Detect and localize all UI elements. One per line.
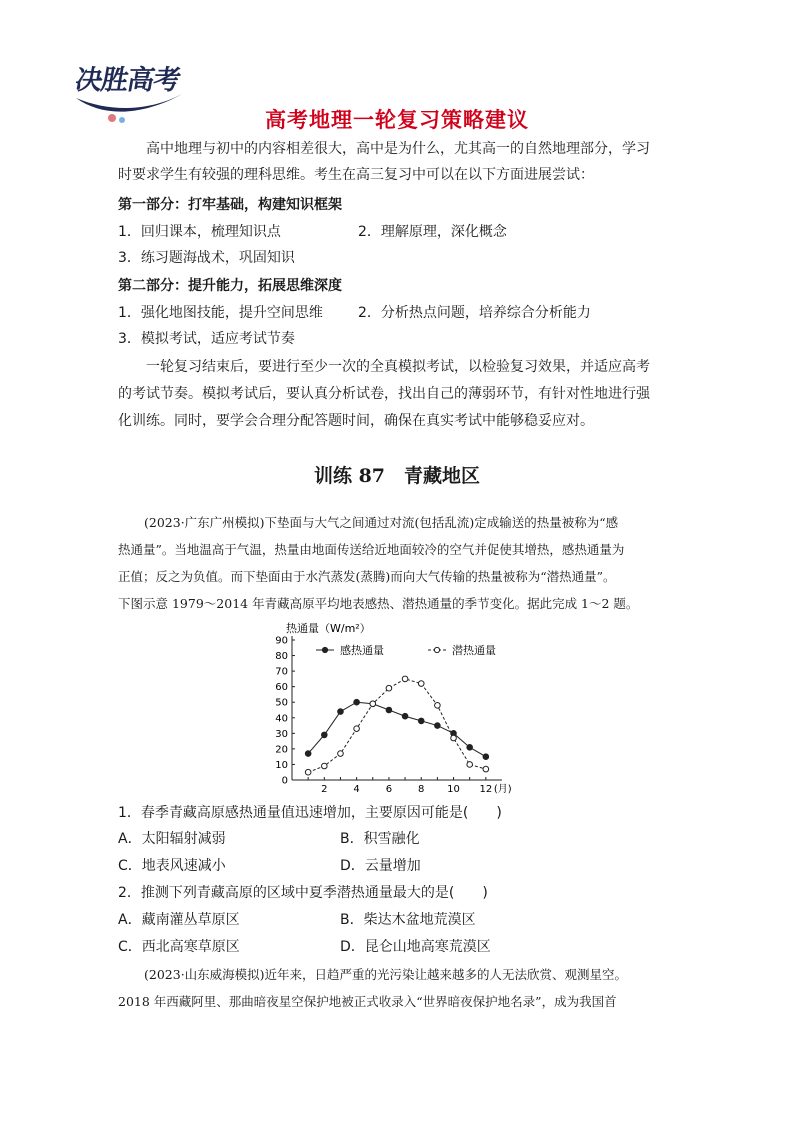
passage2-line-1: (2023·山东威海模拟)近年来，日趋严重的光污染让越来越多的人无法欣赏、观测星空。 xyxy=(144,967,628,982)
page-title: 高考地理一轮复习策略建议 xyxy=(265,108,529,132)
x-tick-label: 4 xyxy=(353,784,360,795)
passage1-line-3: 正值；反之为负值。而下垫面由于水汽蒸发(蒸腾)而向大气传输的热量被称为“潜热通量”。 xyxy=(118,569,616,584)
y-tick-label: 50 xyxy=(275,697,288,709)
q2-row2 xyxy=(118,934,688,960)
intro-line-2: 时要求学生有较强的理科思维。考生在高三复习中可以在以下方面进展尝试： xyxy=(118,167,594,183)
y-tick-label: 30 xyxy=(275,728,288,740)
legend-marker xyxy=(322,647,327,652)
y-tick-label: 60 xyxy=(275,682,288,694)
series-1-point xyxy=(354,699,360,705)
y-tick-label: 40 xyxy=(275,713,288,725)
heat-flux-chart xyxy=(262,620,522,795)
series-1-point xyxy=(483,754,489,760)
intro-line-1: 高中地理与初中的内容相差很大，高中是为什么，尤其高一的自然地理部分，学习 xyxy=(146,141,650,157)
part1-row1 xyxy=(118,219,688,245)
series-1-point xyxy=(418,718,424,724)
y-tick-label: 90 xyxy=(275,635,288,647)
part1-item-3: 3．练习题海战术，巩固知识 xyxy=(118,250,295,266)
part2-heading: 第二部分：提升能力，拓展思维深度 xyxy=(118,278,342,294)
section-title: 训练 87 青藏地区 xyxy=(313,465,481,487)
series-2-point xyxy=(418,681,424,687)
part1-item-1: 1．回归课本，梳理知识点 xyxy=(118,224,281,240)
q2-row1 xyxy=(118,907,688,933)
q1-stem: 1．春季青藏高原感热通量值迅速增加，主要原因可能是( ) xyxy=(118,805,502,821)
part2-item-3: 3．模拟考试，适应考试节奏 xyxy=(118,331,295,347)
q1-row2 xyxy=(118,853,688,879)
passage1-line-2: 热通量”。当地温高于气温，热量由地面传送给近地面较冷的空气并促使其增热，感热通量为 xyxy=(118,542,625,557)
legend-marker xyxy=(434,647,439,652)
x-tick-label: 2 xyxy=(321,784,328,795)
x-tick-label: 10 xyxy=(447,784,460,795)
passage2-line-2: 2018 年西藏阿里、那曲暗夜星空保护地被正式收录入“世界暗夜保护地名录”，成为我国首 xyxy=(118,994,617,1009)
series-1-point xyxy=(305,751,311,757)
legend-label: 感热通量 xyxy=(340,644,384,657)
series-1-point xyxy=(402,713,408,719)
x-tick-label: 8 xyxy=(418,784,425,795)
q2-option-d: D．昆仑山地高寒荒漠区 xyxy=(340,939,491,955)
series-2-point xyxy=(451,735,457,741)
conclusion-line-2: 的考试节奏。模拟考试后，要认真分析试卷，找出自己的薄弱环节，有针对性地进行强 xyxy=(118,386,650,402)
series-1-point xyxy=(467,745,473,751)
y-tick-label: 10 xyxy=(275,759,288,771)
series-2-point xyxy=(402,676,408,682)
q2-stem: 2．推测下列青藏高原的区域中夏季潜热通量最大的是( ) xyxy=(118,885,488,901)
series-1-point xyxy=(435,723,441,729)
series-2-point xyxy=(386,685,392,691)
series-line-2 xyxy=(308,679,486,772)
conclusion-line-3: 化训练。同时，要学会合理分配答题时间，确保在真实考试中能够稳妥应对。 xyxy=(118,413,594,429)
series-2-point xyxy=(305,769,311,775)
part1-item-2: 2．理解原理，深化概念 xyxy=(358,224,507,240)
chart-ylabel: 热通量（W/m²） xyxy=(286,622,371,635)
part1-heading: 第一部分：打牢基础，构建知识框架 xyxy=(118,197,342,213)
chart-xlabel: (月) xyxy=(493,784,512,795)
chart-legend xyxy=(316,643,496,657)
series-1-point xyxy=(322,732,328,738)
series-line-1 xyxy=(308,702,486,756)
series-2-point xyxy=(354,726,360,732)
q1-option-b: B．积雪融化 xyxy=(340,831,420,847)
q1-option-a: A．太阳辐射减弱 xyxy=(118,831,226,847)
series-2-point xyxy=(483,766,489,772)
series-2-point xyxy=(338,751,344,757)
x-tick-label: 12 xyxy=(479,784,493,795)
series-1-point xyxy=(386,707,392,713)
part2-item-2: 2．分析热点问题，培养综合分析能力 xyxy=(358,305,591,321)
q1-option-d: D．云量增加 xyxy=(340,858,421,874)
passage1-line-1: (2023·广东广州模拟)下垫面与大气之间通过对流(包括乱流)定成输送的热量被称为“感 xyxy=(144,515,619,530)
legend-label: 潜热通量 xyxy=(452,644,496,657)
q2-option-c: C．西北高寒草原区 xyxy=(118,939,240,955)
part2-row1 xyxy=(118,300,688,326)
conclusion-line-1: 一轮复习结束后，要进行至少一次的全真模拟考试，以检验复习效果，并适应高考 xyxy=(146,359,650,375)
x-tick-label: 6 xyxy=(385,784,393,795)
passage1-line-4: 下图示意 1979～2014 年青藏高原平均地表感热、潜热通量的季节变化。据此完成 1～2 题。 xyxy=(118,596,639,611)
series-2-point xyxy=(467,762,473,768)
series-2-point xyxy=(322,763,328,769)
q2-option-a: A．藏南灌丛草原区 xyxy=(118,912,240,928)
y-tick-label: 80 xyxy=(275,651,288,663)
y-tick-label: 20 xyxy=(275,744,288,756)
chart-marks xyxy=(305,676,488,775)
series-1-point xyxy=(338,709,344,715)
q1-option-c: C．地表风速减小 xyxy=(118,858,226,874)
logo-text: 决胜高考 xyxy=(72,65,183,96)
y-tick-label: 70 xyxy=(275,666,288,678)
part2-item-1: 1．强化地图技能，提升空间思维 xyxy=(118,305,323,321)
series-2-point xyxy=(370,701,376,707)
q1-row1 xyxy=(118,826,688,852)
q2-option-b: B．柴达木盆地荒漠区 xyxy=(340,912,476,928)
y-tick-label: 0 xyxy=(281,775,288,787)
series-2-point xyxy=(435,703,441,709)
